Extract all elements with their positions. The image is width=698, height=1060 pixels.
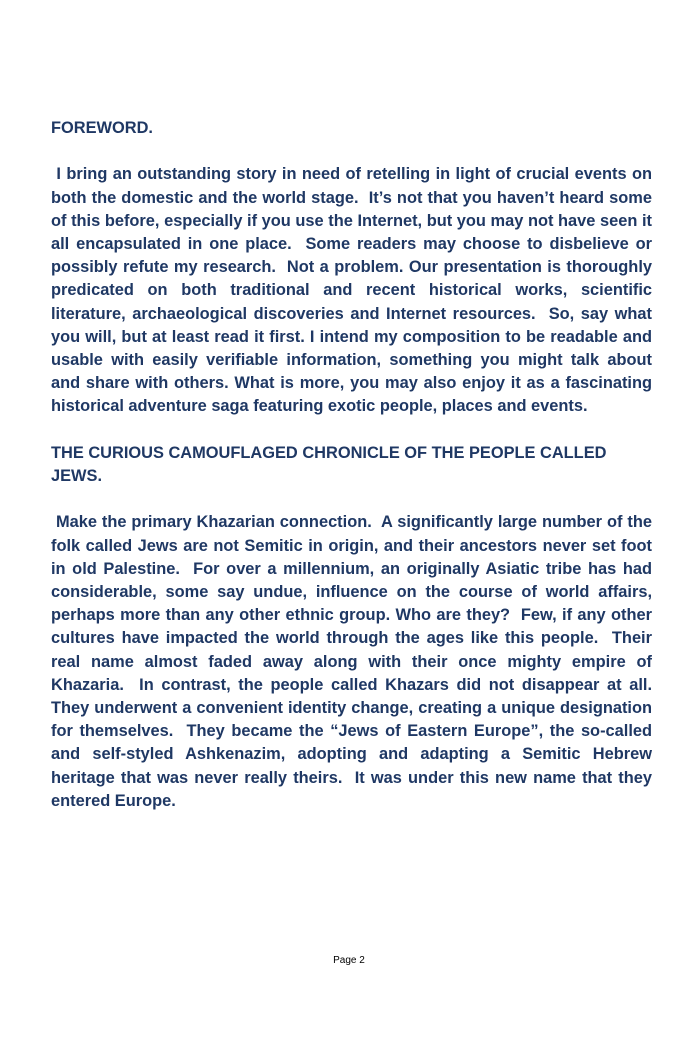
- foreword-paragraph: I bring an outstanding story in need of retelling in light of crucial events on both the domestic and the world stage. It’s not that you haven’t heard some of this before, especially if you use the Internet, but you may not have seen it all encapsulated in one place. Some readers may choose to disbelieve or possibly refute my research. Not a problem. Our presentation is thoroughly predicated on both traditional and recent historical works, scientific literature, archaeological discoveries and Internet resources. So, say what you will, but at least read it first. I intend my composition to be readable and usable with easily verifiable information, something you might talk about and share with others. What is more, you may also enjoy it as a fascinating historical adventure saga featuring exotic people, places and events.: [51, 165, 657, 416]
- spacer: [51, 140, 652, 163]
- chronicle-heading: THE CURIOUS CAMOUFLAGED CHRONICLE OF THE PEOPLE CALLED JEWS.: [51, 443, 607, 486]
- foreword-heading: FOREWORD.: [51, 119, 153, 137]
- document-body: [51, 117, 662, 813]
- spacer: [51, 488, 652, 511]
- spacer: [51, 419, 652, 442]
- page-number: Page 2: [333, 955, 365, 966]
- chronicle-paragraph: Make the primary Khazarian connection. A significantly large number of the folk called Jews are not Semitic in origin, and their ancestors never set foot in old Palestine. For over a millennium, an originally Asiatic tribe has had considerable, some say undue, influence on the course of world affairs, perhaps more than any other ethnic group. Who are they? Few, if any other cultures have impacted the world through the ages like this people. Their real name almost faded away along with their once mighty empire of Khazaria. In contrast, the people called Khazars did not disappear at all. They underwent a convenient identity change, creating a unique designation for themselves. They became the “Jews of Eastern Europe”, the so-called and self-styled Ashkenazim, adopting and adapting a Semitic Hebrew heritage that was never really theirs. It was under this new name that they entered Europe.: [51, 513, 662, 810]
